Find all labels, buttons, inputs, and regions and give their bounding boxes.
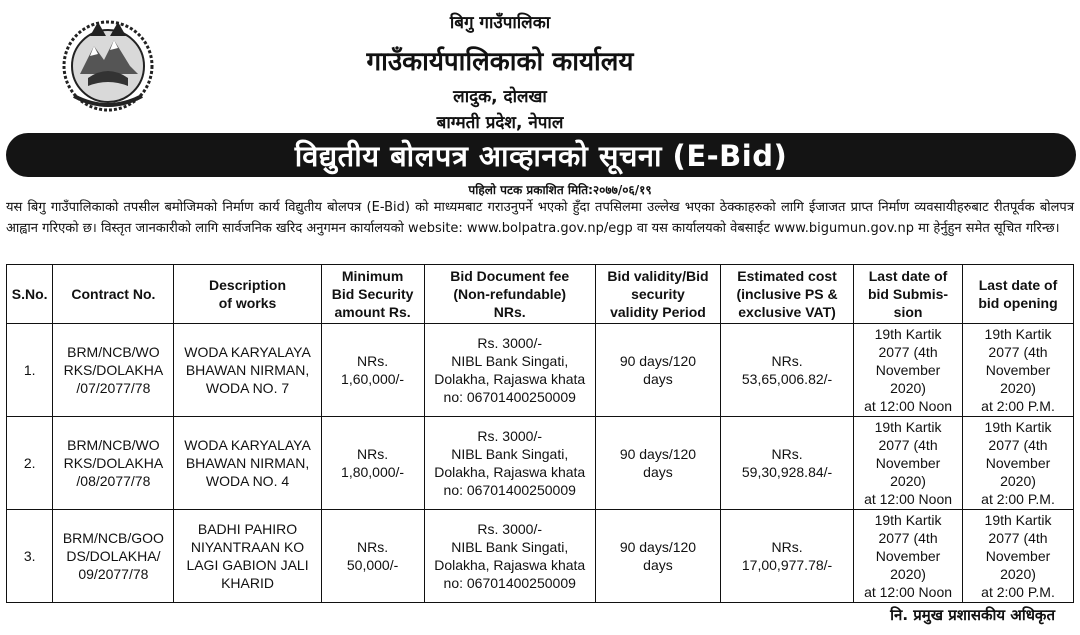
table-header-row — [7, 265, 1074, 324]
header-document-fee: Bid Document fee (Non-refundable) NRs. — [424, 265, 595, 324]
notice-title: विद्युतीय बोलपत्र आव्हानको सूचना (E-Bid) — [294, 138, 788, 173]
notice-title-banner — [6, 133, 1076, 177]
cell-document-fee: Rs. 3000/- NIBL Bank Singati, Dolakha, Rajaswa khata no: 06701400250009 — [424, 324, 595, 417]
signoff-designation: नि. प्रमुख प्रशासकीय अधिकृत — [890, 606, 1055, 624]
header-sno: S.No. — [7, 265, 53, 324]
header-opening-date: Last date of bid opening — [963, 265, 1074, 324]
cell-contract-no: BRM/NCB/WO RKS/DOLAKHA /07/2077/78 — [53, 324, 174, 417]
cell-estimated-cost: NRs. 59,30,928.84/- — [720, 417, 853, 510]
cell-description: BADHI PAHIRO NIYANTRAAN KO LAGI GABION JALI KHARID — [174, 510, 321, 603]
cell-contract-no: BRM/NCB/WO RKS/DOLAKHA /08/2077/78 — [53, 417, 174, 510]
cell-validity: 90 days/120 days — [595, 324, 720, 417]
office-location: लादुक, दोलखा — [453, 87, 547, 107]
header-contract-no: Contract No. — [53, 265, 174, 324]
cell-sno: 3. — [7, 510, 53, 603]
cell-submission-date: 19th Kartik 2077 (4th November 2020) at 12:00 Noon — [854, 324, 963, 417]
cell-validity: 90 days/120 days — [595, 417, 720, 510]
office-name: गाउँकार्यपालिकाको कार्यालय — [366, 47, 634, 77]
cell-submission-date: 19th Kartik 2077 (4th November 2020) at 12:00 Noon — [854, 417, 963, 510]
bids-table — [6, 264, 1074, 603]
cell-bid-security: NRs. 50,000/- — [321, 510, 424, 603]
header-bid-security: Minimum Bid Security amount Rs. — [321, 265, 424, 324]
cell-document-fee: Rs. 3000/- NIBL Bank Singati, Dolakha, Rajaswa khata no: 06701400250009 — [424, 510, 595, 603]
cell-sno: 1. — [7, 324, 53, 417]
cell-submission-date: 19th Kartik 2077 (4th November 2020) at 12:00 Noon — [854, 510, 963, 603]
cell-validity: 90 days/120 days — [595, 510, 720, 603]
cell-opening-date: 19th Kartik 2077 (4th November 2020) at 2:00 P.M. — [963, 510, 1074, 603]
intro-paragraph: यस बिगु गाउँपालिकाको तपसील बमोजिमको निर्माण कार्य विद्युतीय बोलपत्र (E-Bid) को माध्यमबाट गराउनुपर्ने भएको हुँदा तपसिलमा उल्लेख भएका ठेक्काहरुको लागि ईजाजत प्राप्त निर्माण व्यवसायीहरुबाट रीतपूर्वक बोलपत्र आह्वान गरिएको छ। विस्तृत जानकारीको लागि सार्वजनिक खरिद अनुगमन कार्यालयको website: www.bolpatra.gov.np/egp वा यस कार्यालयको वेबसाईट www.bigumun.gov.np मा हेर्नुहुन समेत सूचित गरिन्छ। — [6, 200, 1074, 236]
header-validity: Bid validity/Bid security validity Period — [595, 265, 720, 324]
cell-estimated-cost: NRs. 53,65,006.82/- — [720, 324, 853, 417]
cell-opening-date: 19th Kartik 2077 (4th November 2020) at 2:00 P.M. — [963, 324, 1074, 417]
header-submission-date: Last date of bid Submis- sion — [854, 265, 963, 324]
cell-description: WODA KARYALAYA BHAWAN NIRMAN, WODA NO. 7 — [174, 324, 321, 417]
cell-document-fee: Rs. 3000/- NIBL Bank Singati, Dolakha, Rajaswa khata no: 06701400250009 — [424, 417, 595, 510]
cell-estimated-cost: NRs. 17,00,977.78/- — [720, 510, 853, 603]
cell-opening-date: 19th Kartik 2077 (4th November 2020) at 2:00 P.M. — [963, 417, 1074, 510]
publish-date: पहिलो पटक प्रकाशित मिति:२०७७/०६/१९ — [468, 183, 652, 197]
table-row — [7, 324, 1074, 417]
cell-description: WODA KARYALAYA BHAWAN NIRMAN, WODA NO. 4 — [174, 417, 321, 510]
table-row — [7, 510, 1074, 603]
cell-bid-security: NRs. 1,60,000/- — [321, 324, 424, 417]
municipality-name: बिगु गाउँपालिका — [449, 13, 551, 33]
province-name: बाग्मती प्रदेश, नेपाल — [436, 113, 564, 133]
header-estimated-cost: Estimated cost (inclusive PS & exclusive VAT) — [720, 265, 853, 324]
cell-sno: 2. — [7, 417, 53, 510]
table-row — [7, 417, 1074, 510]
header-description: Description of works — [174, 265, 321, 324]
cell-bid-security: NRs. 1,80,000/- — [321, 417, 424, 510]
cell-contract-no: BRM/NCB/GOO DS/DOLAKHA/ 09/2077/78 — [53, 510, 174, 603]
